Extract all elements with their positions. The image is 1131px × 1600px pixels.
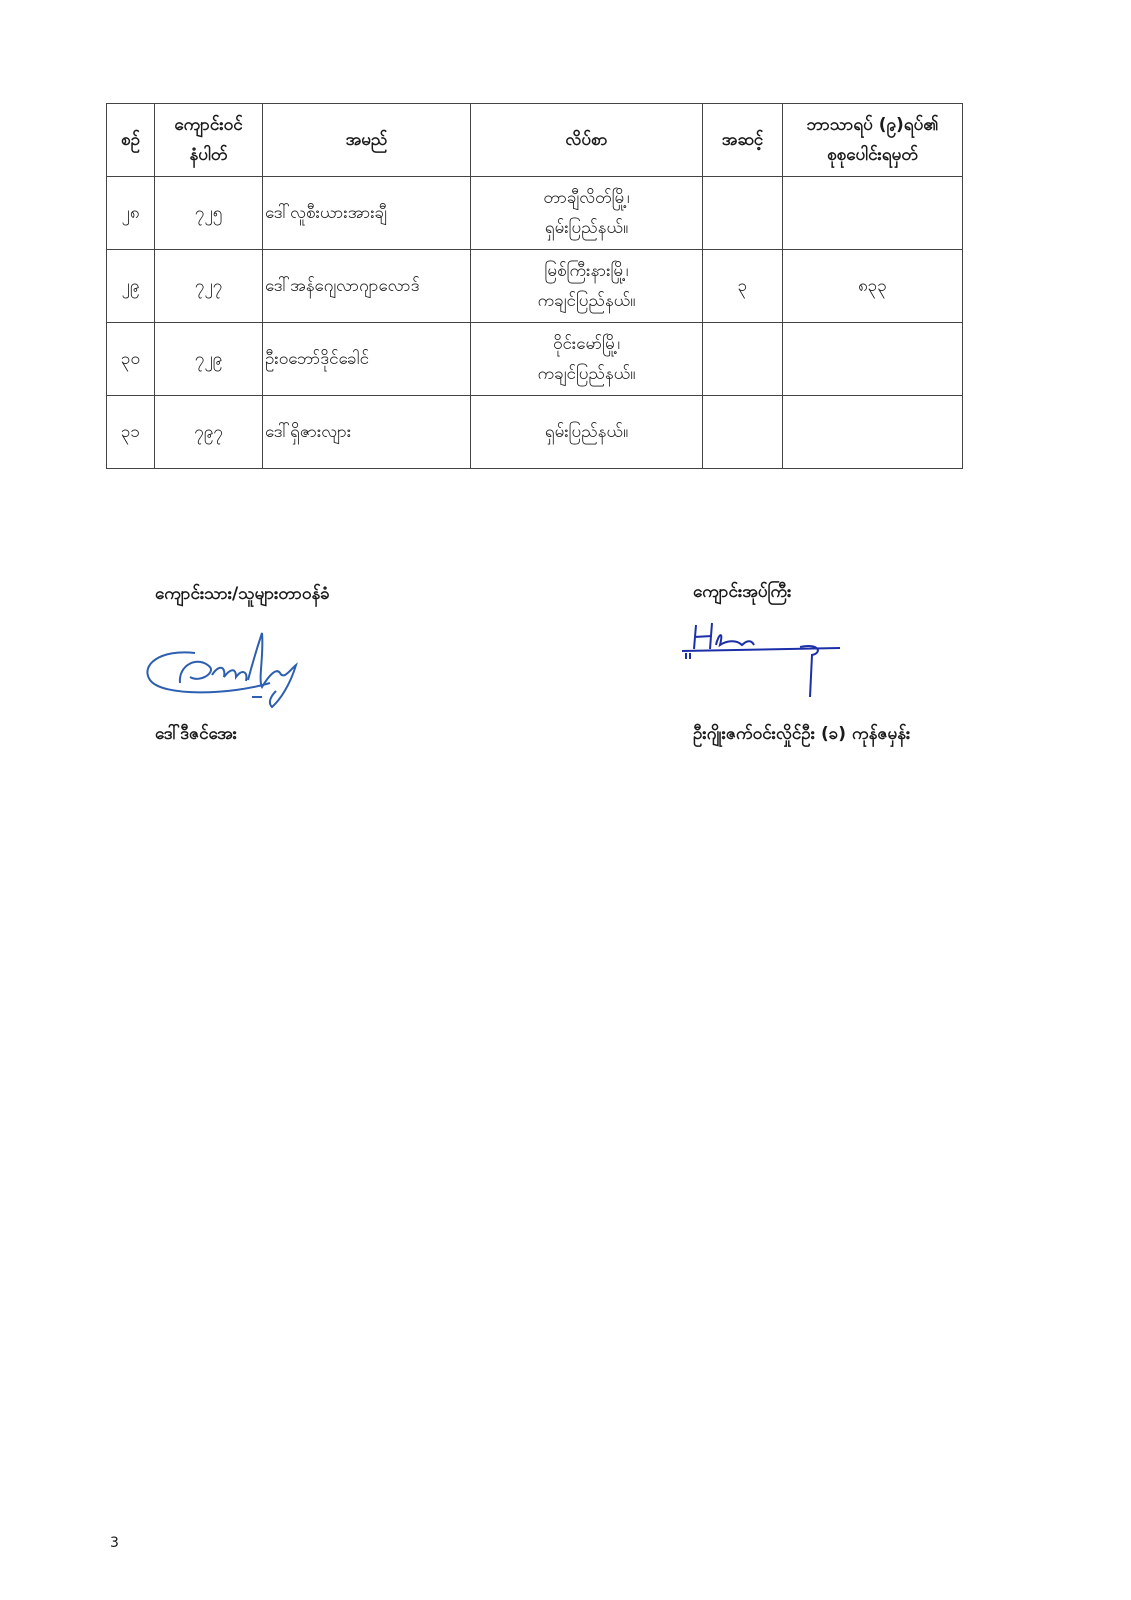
cell-admission-no: ၇၂၅ [155,177,263,250]
right-signature-icon [680,615,850,705]
header-address: လိပ်စာ [471,104,703,177]
header-name: အမည် [263,104,471,177]
cell-total-marks [783,177,963,250]
cell-admission-no: ၇၂၉ [155,323,263,396]
left-signatory-role: ကျောင်းသား/သူများတာဝန်ခံ [155,584,330,604]
cell-serial: ၂၈ [107,177,155,250]
cell-rank [703,323,783,396]
table-row [107,177,963,250]
cell-address: မြစ်ကြီးနားမြို့၊ ကချင်ပြည်နယ်။ [471,250,703,323]
header-rank: အဆင့် [703,104,783,177]
cell-address: ဝိုင်းမော်မြို့၊ ကချင်ပြည်နယ်။ [471,323,703,396]
cell-total-marks [783,323,963,396]
cell-serial: ၃၁ [107,396,155,469]
table-row [107,323,963,396]
cell-name: ဒေါ်ရှိဇားလျား [263,396,471,469]
right-signatory-role: ကျောင်းအုပ်ကြီး [693,582,792,602]
records-table [106,103,963,469]
cell-address: ရှမ်းပြည်နယ်။ [471,396,703,469]
left-signature-icon [140,625,315,715]
header-total-marks: ဘာသာရပ် (၉)ရပ်၏ စုစုပေါင်းရမှတ် [783,104,963,177]
header-serial: စဥ် [107,104,155,177]
cell-admission-no: ၇၉၇ [155,396,263,469]
cell-name: ဦးဝဘော်ဒိုင်ခေါင် [263,323,471,396]
cell-name: ဒေါ်အန်ဂျေလာဂျာလောဒ် [263,250,471,323]
header-admission-no: ကျောင်းဝင် နံပါတ် [155,104,263,177]
page-number: 3 [110,1535,119,1551]
left-signatory-name: ဒေါ်ဒီဇင်အေး [155,724,237,744]
right-signatory-name: ဦးဂျိုးဇက်ဝင်းလှိုင်ဦး (ခ) ကုန်ဇမှန်း [693,724,911,744]
cell-total-marks: ၈၃၃ [783,250,963,323]
table-row [107,396,963,469]
cell-rank: ၃ [703,250,783,323]
cell-rank [703,177,783,250]
cell-serial: ၂၉ [107,250,155,323]
cell-name: ဒေါ်လူစီးယားအားချီ [263,177,471,250]
cell-serial: ၃၀ [107,323,155,396]
cell-total-marks [783,396,963,469]
table-row [107,250,963,323]
cell-rank [703,396,783,469]
table-header-row [107,104,963,177]
cell-admission-no: ၇၂၇ [155,250,263,323]
cell-address: တာချီလိတ်မြို့၊ ရှမ်းပြည်နယ်။ [471,177,703,250]
